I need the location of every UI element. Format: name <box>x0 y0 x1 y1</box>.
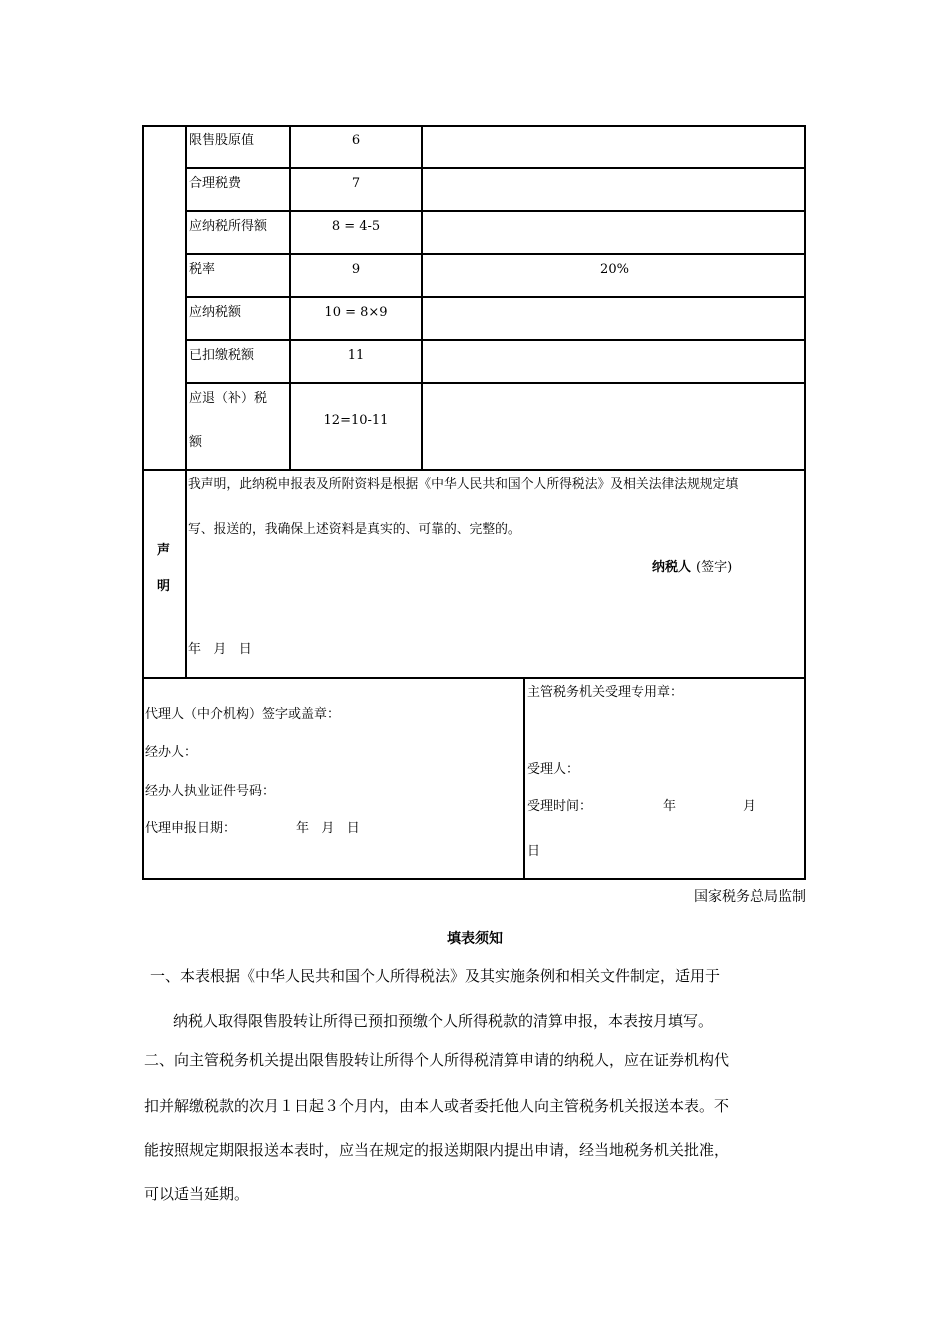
row-label-refund-or-supplement: 应退（补）税 <box>189 391 268 406</box>
taxpayer-signature-note: (签字) <box>696 560 733 575</box>
declaration-side-label: 声 <box>157 543 171 558</box>
row-divider <box>185 167 806 169</box>
row-code: 12=10-11 <box>323 413 389 428</box>
declaration-side-label: 明 <box>157 579 171 594</box>
instruction-paragraph: 扣并解缴税款的次月１日起３个月内，由本人或者委托他人向主管税务机关报送本表。不 <box>144 1097 730 1115</box>
row-divider <box>142 677 806 679</box>
row-divider <box>185 296 806 298</box>
row-code: 11 <box>347 348 365 363</box>
row-label-tax-payable: 应纳税额 <box>189 305 242 320</box>
declaration-text: 写、报送的，我确保上述资料是真实的、可靠的、完整的。 <box>188 522 521 537</box>
row-code: 9 <box>351 262 361 277</box>
authority-time-label: 受理时间： <box>527 799 593 814</box>
agent-date-label: 代理申报日期： <box>145 821 237 836</box>
supervisor-note: 国家税务总局监制 <box>694 889 806 905</box>
instruction-paragraph: 能按照规定期限报送本表时，应当在规定的报送期限内提出申请，经当地税务机关批准， <box>144 1141 730 1159</box>
row-label-reasonable-fees: 合理税费 <box>189 176 242 191</box>
authority-receiver-label: 受理人： <box>527 762 580 777</box>
col-divider <box>185 125 187 677</box>
row-divider <box>185 253 806 255</box>
row-code: 6 <box>351 133 361 148</box>
agent-handler-label: 经办人： <box>145 745 198 760</box>
declaration-date: 年 月 日 <box>188 642 252 657</box>
row-divider <box>185 382 806 384</box>
form-table <box>142 125 806 880</box>
row-value-tax-rate: 20% <box>600 262 629 277</box>
agent-date: 年 月 日 <box>296 821 360 836</box>
instruction-paragraph: 二、向主管税务机关提出限售股转让所得个人所得税清算申请的纳税人，应在证券机构代 <box>144 1051 730 1069</box>
row-code: 8 = 4-5 <box>331 219 381 234</box>
instructions-title: 填表须知 <box>447 931 503 947</box>
authority-seal-label: 主管税务机关受理专用章： <box>527 685 684 700</box>
row-divider <box>185 339 806 341</box>
row-divider <box>185 210 806 212</box>
instruction-paragraph: 可以适当延期。 <box>144 1185 250 1203</box>
instruction-paragraph: 纳税人取得限售股转让所得已预扣预缴个人所得税款的清算申报，本表按月填写。 <box>173 1012 714 1030</box>
declaration-text: 我声明，此纳税申报表及所附资料是根据《中华人民共和国个人所得税法》及相关法律法规规定填 <box>188 477 739 492</box>
authority-year: 年 <box>663 799 677 814</box>
instruction-paragraph: 一、本表根据《中华人民共和国个人所得税法》及其实施条例和相关文件制定，适用于 <box>150 967 721 985</box>
row-label-taxable-income: 应纳税所得额 <box>189 219 268 234</box>
taxpayer-signature-label: 纳税人 <box>652 560 692 575</box>
authority-month: 月 <box>743 799 757 814</box>
row-code: 10 = 8×9 <box>324 305 388 320</box>
row-label-tax-rate: 税率 <box>189 262 216 277</box>
authority-day: 日 <box>527 844 541 859</box>
row-label-refund-or-supplement-cont: 额 <box>189 435 203 450</box>
row-code: 7 <box>351 176 361 191</box>
col-divider <box>523 677 525 880</box>
agent-signature-label: 代理人（中介机构）签字或盖章： <box>145 707 341 722</box>
row-label-restricted-stock-cost: 限售股原值 <box>189 133 255 148</box>
row-divider <box>142 469 806 471</box>
agent-license-label: 经办人执业证件号码： <box>145 784 276 799</box>
row-label-tax-withheld: 已扣缴税额 <box>189 348 255 363</box>
